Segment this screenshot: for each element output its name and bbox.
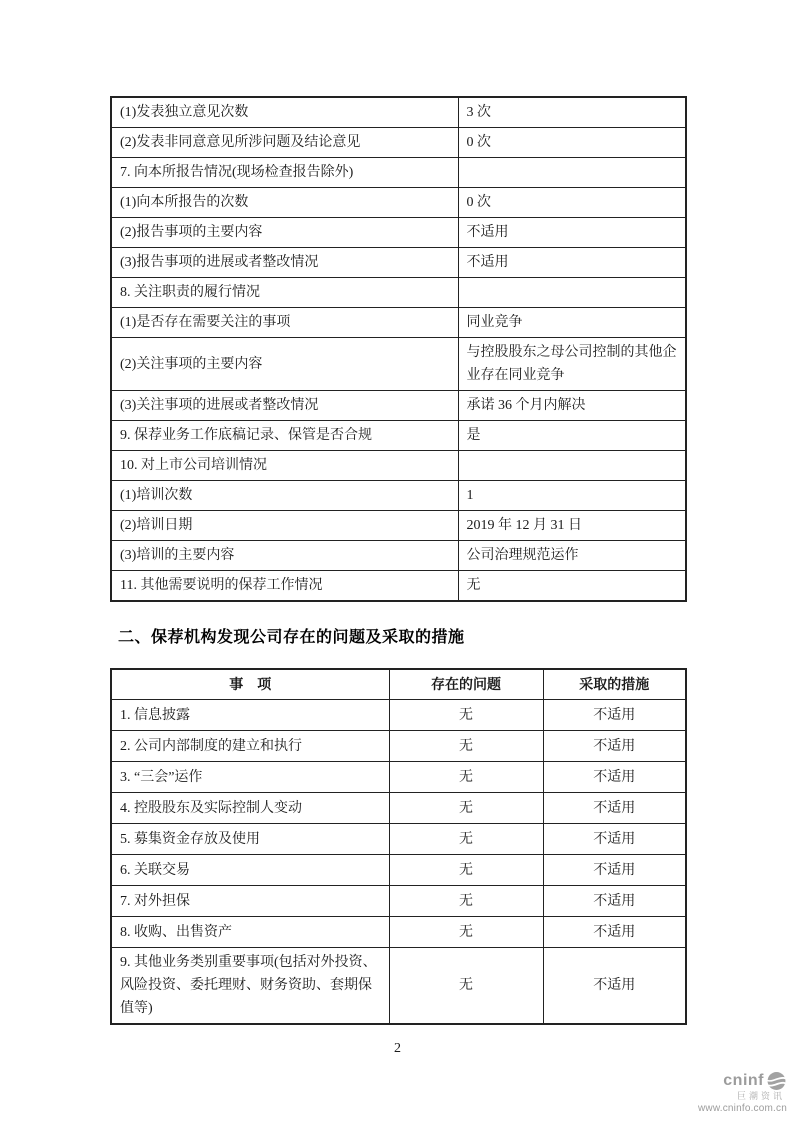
document-page-content bbox=[110, 96, 685, 1057]
issue-item-cell: 9. 其他业务类别重要事项(包括对外投资、风险投资、委托理财、财务资助、套期保值等) bbox=[111, 948, 389, 1025]
item-value-cell: 同业竞争 bbox=[458, 308, 686, 338]
issue-item-cell: 2. 公司内部制度的建立和执行 bbox=[111, 731, 389, 762]
measure-cell: 不适用 bbox=[543, 948, 686, 1025]
problem-cell: 无 bbox=[389, 762, 543, 793]
item-value-cell: 3 次 bbox=[458, 97, 686, 128]
cninfo-swirl-icon bbox=[766, 1071, 787, 1091]
cninfo-url: www.cninfo.com.cn bbox=[698, 1103, 787, 1114]
item-value-cell: 1 bbox=[458, 481, 686, 511]
issue-item-cell: 8. 收购、出售资产 bbox=[111, 917, 389, 948]
measure-cell: 不适用 bbox=[543, 700, 686, 731]
table-row bbox=[111, 218, 686, 248]
table-row bbox=[111, 571, 686, 602]
item-label-cell: (1)发表独立意见次数 bbox=[111, 97, 458, 128]
measure-cell: 不适用 bbox=[543, 824, 686, 855]
item-value-cell: 不适用 bbox=[458, 248, 686, 278]
cninfo-brand-row bbox=[698, 1071, 787, 1091]
item-value-cell: 2019 年 12 月 31 日 bbox=[458, 511, 686, 541]
item-label-cell: (2)关注事项的主要内容 bbox=[111, 338, 458, 391]
table-row bbox=[111, 917, 686, 948]
measure-cell: 不适用 bbox=[543, 731, 686, 762]
item-value-cell bbox=[458, 451, 686, 481]
problem-cell: 无 bbox=[389, 948, 543, 1025]
table-row bbox=[111, 97, 686, 128]
issues-measures-table-body bbox=[111, 700, 686, 1025]
section-2-heading: 二、保荐机构发现公司存在的问题及采取的措施 bbox=[118, 629, 465, 646]
table-row bbox=[111, 948, 686, 1025]
issue-item-cell: 7. 对外担保 bbox=[111, 886, 389, 917]
problem-cell: 无 bbox=[389, 793, 543, 824]
item-label-cell: (1)培训次数 bbox=[111, 481, 458, 511]
table-row bbox=[111, 731, 686, 762]
header-measure: 采取的措施 bbox=[543, 669, 686, 700]
table-row bbox=[111, 338, 686, 391]
item-label-cell: (1)是否存在需要关注的事项 bbox=[111, 308, 458, 338]
item-label-cell: (2)培训日期 bbox=[111, 511, 458, 541]
issue-item-cell: 5. 募集资金存放及使用 bbox=[111, 824, 389, 855]
table-row bbox=[111, 886, 686, 917]
table-row bbox=[111, 158, 686, 188]
item-value-cell: 承诺 36 个月内解决 bbox=[458, 391, 686, 421]
table-row bbox=[111, 451, 686, 481]
measure-cell: 不适用 bbox=[543, 886, 686, 917]
item-value-cell: 无 bbox=[458, 571, 686, 602]
item-label-cell: (1)向本所报告的次数 bbox=[111, 188, 458, 218]
sponsor-work-table bbox=[110, 96, 687, 602]
item-value-cell bbox=[458, 278, 686, 308]
item-label-cell: 7. 向本所报告情况(现场检查报告除外) bbox=[111, 158, 458, 188]
item-label-cell: 10. 对上市公司培训情况 bbox=[111, 451, 458, 481]
table-row bbox=[111, 421, 686, 451]
measure-cell: 不适用 bbox=[543, 793, 686, 824]
item-label-cell: (3)关注事项的进展或者整改情况 bbox=[111, 391, 458, 421]
item-value-cell: 与控股股东之母公司控制的其他企业存在同业竞争 bbox=[458, 338, 686, 391]
problem-cell: 无 bbox=[389, 824, 543, 855]
item-label-cell: (3)培训的主要内容 bbox=[111, 541, 458, 571]
issue-item-cell: 4. 控股股东及实际控制人变动 bbox=[111, 793, 389, 824]
table-row bbox=[111, 762, 686, 793]
table-row bbox=[111, 188, 686, 218]
table-row bbox=[111, 541, 686, 571]
problem-cell: 无 bbox=[389, 886, 543, 917]
table-row bbox=[111, 511, 686, 541]
table-row bbox=[111, 855, 686, 886]
header-problem: 存在的问题 bbox=[389, 669, 543, 700]
problem-cell: 无 bbox=[389, 700, 543, 731]
item-value-cell: 公司治理规范运作 bbox=[458, 541, 686, 571]
header-item: 事 项 bbox=[111, 669, 389, 700]
item-value-cell: 0 次 bbox=[458, 188, 686, 218]
cninfo-chinese-name: 巨潮资讯 bbox=[736, 1091, 785, 1102]
measure-cell: 不适用 bbox=[543, 917, 686, 948]
table-row bbox=[111, 391, 686, 421]
page-number: 2 bbox=[394, 1041, 401, 1056]
table-row bbox=[111, 700, 686, 731]
cninfo-logo bbox=[698, 1071, 787, 1114]
table-row bbox=[111, 278, 686, 308]
item-value-cell: 是 bbox=[458, 421, 686, 451]
item-label-cell: (3)报告事项的进展或者整改情况 bbox=[111, 248, 458, 278]
cninfo-brand-text: cninf bbox=[723, 1072, 764, 1090]
problem-cell: 无 bbox=[389, 855, 543, 886]
item-label-cell: (2)发表非同意意见所涉问题及结论意见 bbox=[111, 128, 458, 158]
item-value-cell bbox=[458, 158, 686, 188]
item-label-cell: 11. 其他需要说明的保荐工作情况 bbox=[111, 571, 458, 602]
measure-cell: 不适用 bbox=[543, 855, 686, 886]
table-row bbox=[111, 793, 686, 824]
measure-cell: 不适用 bbox=[543, 762, 686, 793]
table-row bbox=[111, 248, 686, 278]
problem-cell: 无 bbox=[389, 731, 543, 762]
item-label-cell: 9. 保荐业务工作底稿记录、保管是否合规 bbox=[111, 421, 458, 451]
table-row bbox=[111, 128, 686, 158]
issue-item-cell: 1. 信息披露 bbox=[111, 700, 389, 731]
item-value-cell: 0 次 bbox=[458, 128, 686, 158]
item-value-cell: 不适用 bbox=[458, 218, 686, 248]
issue-item-cell: 6. 关联交易 bbox=[111, 855, 389, 886]
table-row bbox=[111, 824, 686, 855]
issue-item-cell: 3. “三会”运作 bbox=[111, 762, 389, 793]
item-label-cell: (2)报告事项的主要内容 bbox=[111, 218, 458, 248]
issues-measures-table bbox=[110, 668, 687, 1025]
table-row bbox=[111, 481, 686, 511]
table-row bbox=[111, 308, 686, 338]
item-label-cell: 8. 关注职责的履行情况 bbox=[111, 278, 458, 308]
issues-table-header-row bbox=[111, 669, 686, 700]
problem-cell: 无 bbox=[389, 917, 543, 948]
sponsor-work-table-body bbox=[111, 97, 686, 601]
